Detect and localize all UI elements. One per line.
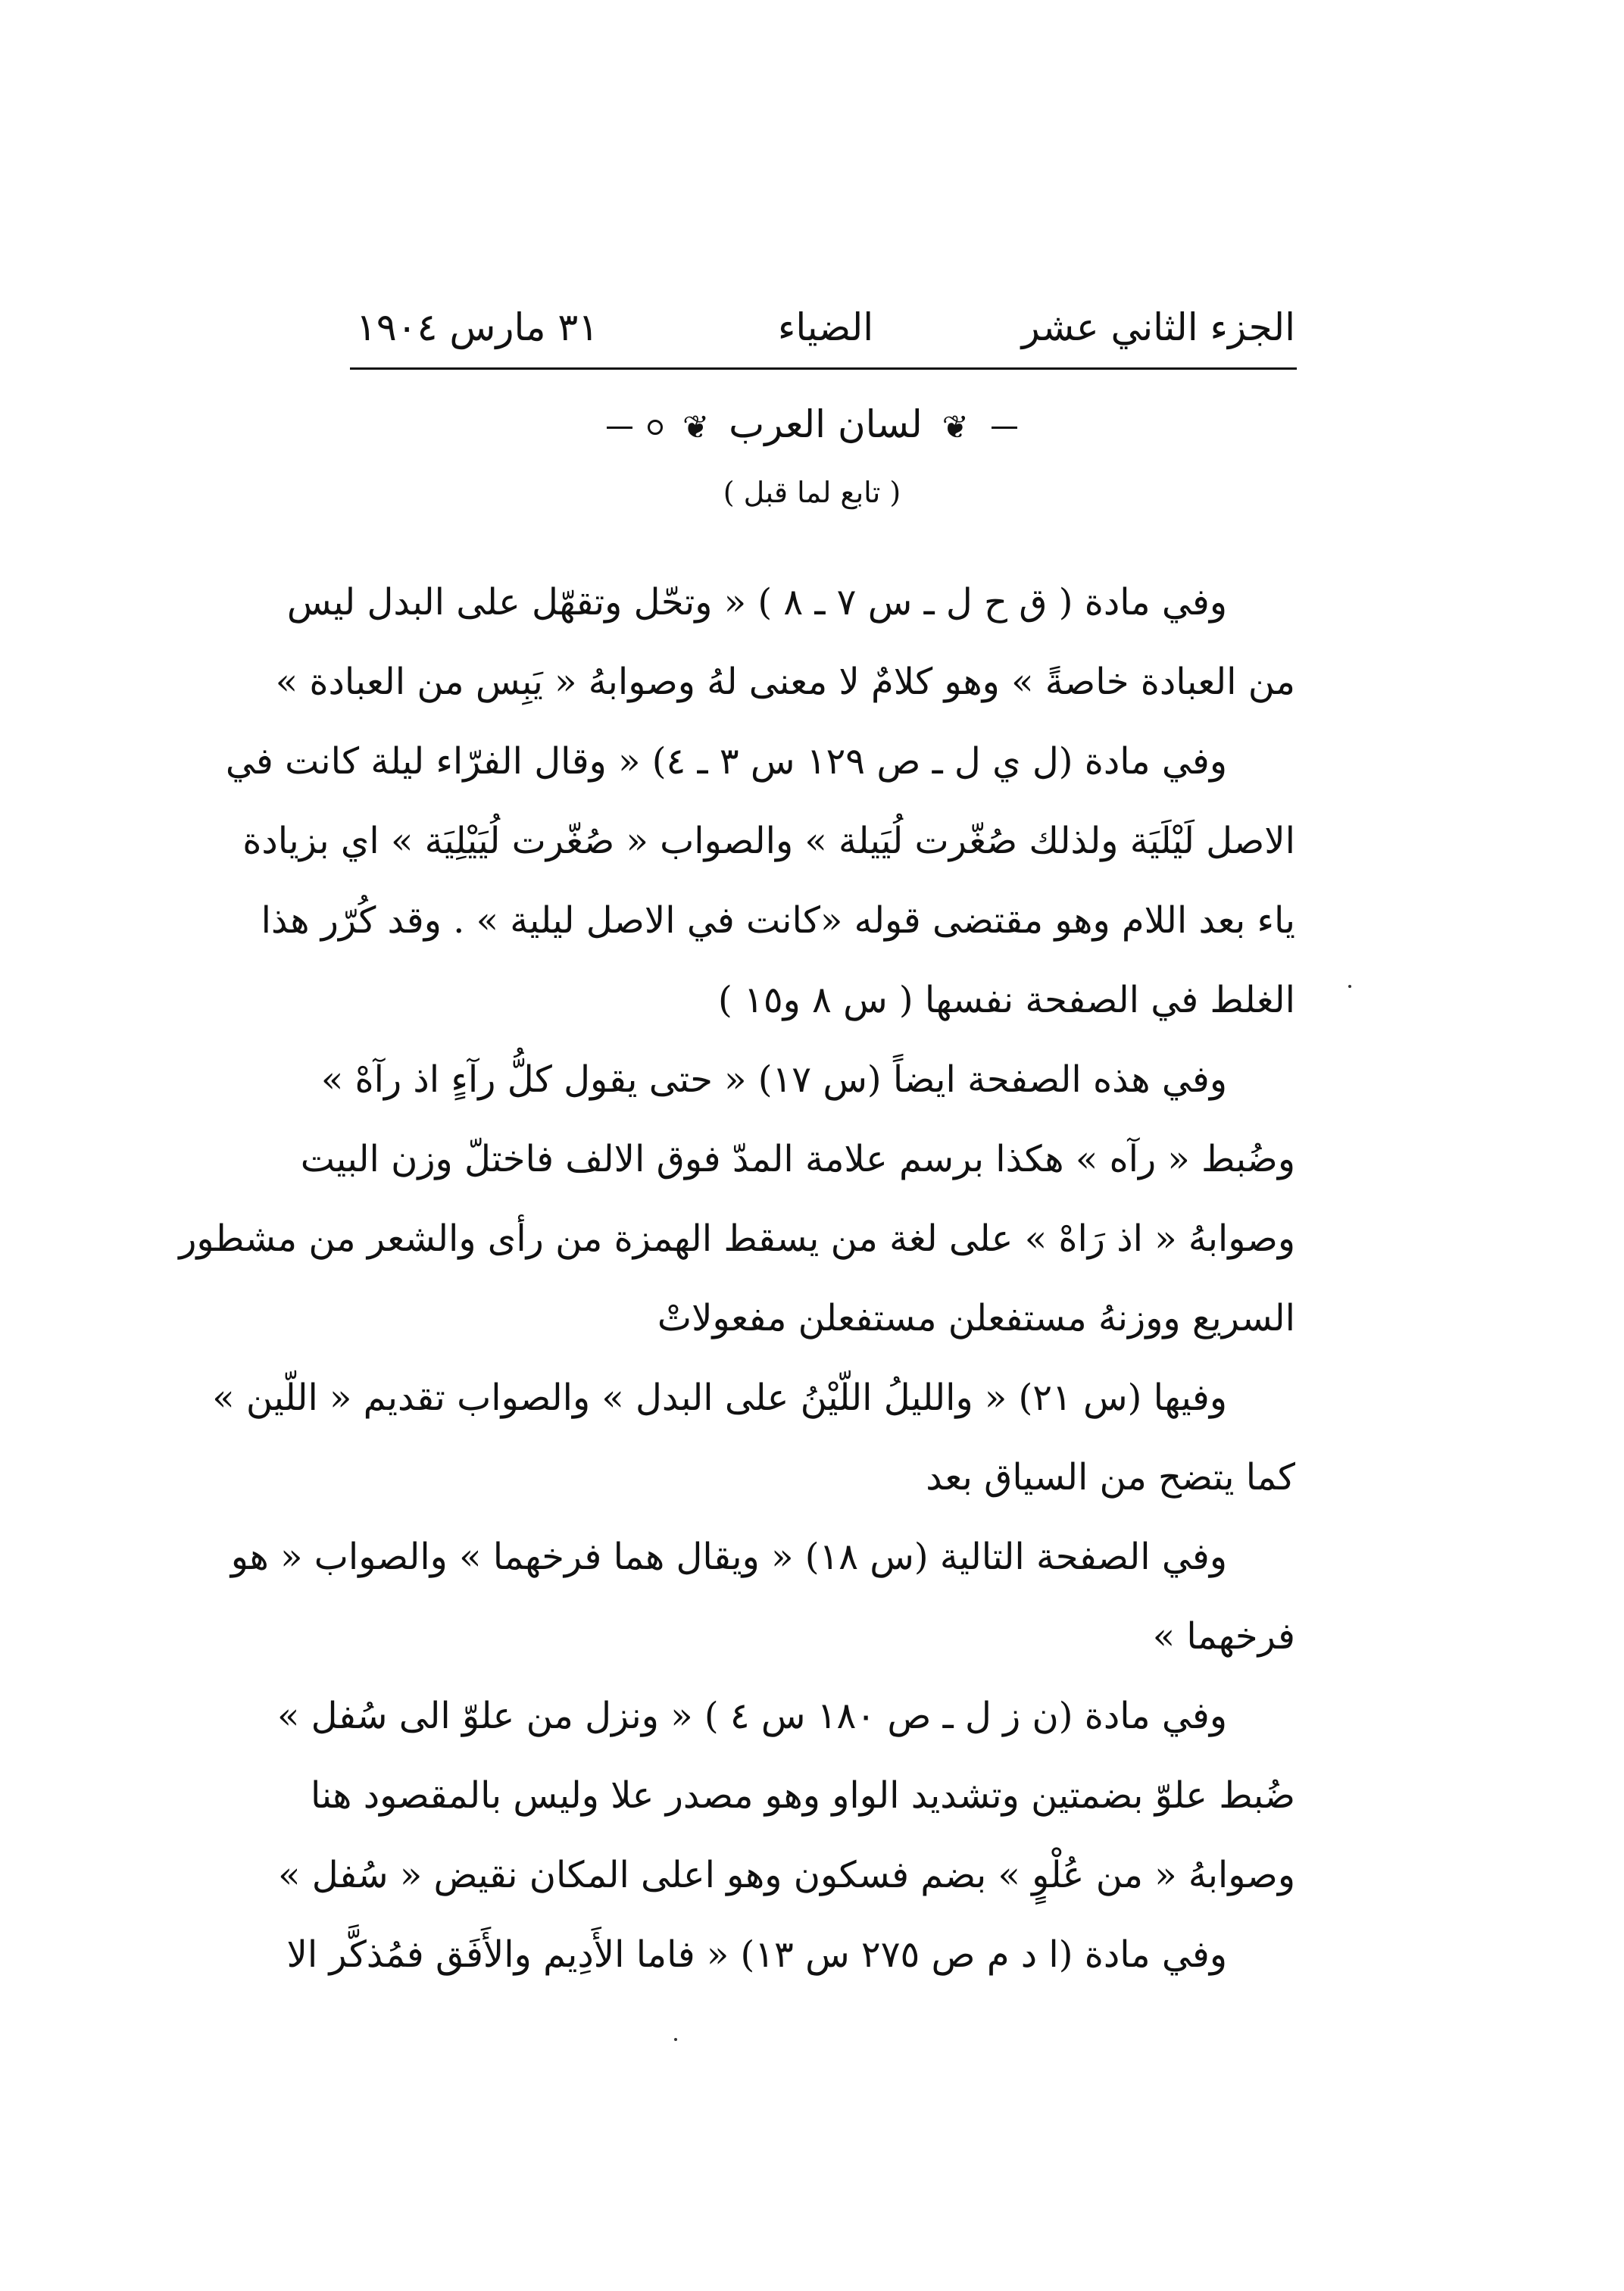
article-title: لسان العرب — [729, 402, 923, 446]
body-line: الغلط في الصفحة نفسها ( س ٨ و١٥ ) — [718, 979, 1295, 1021]
continued-note: ( تابع لما قبل ) — [723, 476, 901, 509]
fleuron-icon: ❦ — [942, 408, 969, 445]
issue-date: ٣١ مارس ١٩٠٤ — [356, 305, 599, 349]
body-line: ياء بعد اللام وهو مقتضى قوله «كانت في الاصل ليلية » . وقد كُرّر هذا — [261, 899, 1295, 942]
body-line: كما يتضح من السياق بعد — [926, 1456, 1295, 1499]
body-line: فرخهما » — [1152, 1615, 1295, 1658]
scan-speck — [1348, 985, 1351, 988]
body-line: وضُبط « رآه » هكذا برسم علامة المدّ فوق الالف فاختلّ وزن البيت — [300, 1138, 1295, 1180]
body-line: من العبادة خاصةً » وهو كلامٌ لا معنى لهُ وصوابهُ « يَبِس من العبادة » — [275, 661, 1295, 703]
dash-ornament-left — [607, 427, 632, 429]
body-line: وصوابهُ « اذ رَاهْ » على لغة من يسقط الهمزة من رأى والشعر من مشطور — [179, 1217, 1295, 1260]
body-line: وصوابهُ « من عُلْوٍ » بضم فسكون وهو اعلى المكان نقيض « سُفل » — [278, 1854, 1295, 1896]
ring-ornament-icon — [648, 420, 663, 435]
body-line: وفي مادة ( ق ح ل ـ س ٧ ـ ٨ ) « وتحّل وتقهّل على البدل ليس — [286, 581, 1227, 624]
body-line: السريع ووزنهُ مستفعلن مستفعلن مفعولاتْ — [657, 1297, 1295, 1339]
volume-label: الجزء الثاني عشر — [1021, 305, 1295, 349]
body-line: وفيها (س ٢١) « والليلُ اللّيْنُ على البدل » والصواب تقديم « اللّين » — [212, 1377, 1227, 1419]
body-line: وفي مادة (ن ز ل ـ ص ١٨٠ س ٤ ) « ونزل من علوّ الى سُفل » — [277, 1695, 1227, 1737]
article-title-block — [0, 394, 1624, 455]
header-rule — [350, 367, 1297, 370]
body-line: وفي مادة (ل ي ل ـ ص ١٢٩ س ٣ ـ ٤) « وقال الفرّاء ليلة كانت في — [225, 740, 1227, 783]
dash-ornament-right — [992, 427, 1017, 429]
body-line: الاصل لَيْلَيَة ولذلك صُغّرت لُيَيلة » والصواب « صُغّرت لُيَيْلِيَة » اي بزيادة — [242, 820, 1295, 862]
body-line: ضُبط علوّ بضمتين وتشديد الواو وهو مصدر علا وليس بالمقصود هنا — [311, 1774, 1295, 1817]
body-line: وفي هذه الصفحة ايضاً (س ١٧) « حتى يقول كلُّ رآءٍ اذ رآهْ » — [320, 1058, 1227, 1101]
scan-speck — [674, 2038, 677, 2041]
fleuron-icon: ❦ — [682, 408, 710, 445]
running-head — [356, 292, 1295, 364]
journal-name: الضياء — [777, 305, 874, 349]
body-line: وفي الصفحة التالية (س ١٨) « ويقال هما فرخهما » والصواب « هو — [230, 1536, 1227, 1578]
body-line: وفي مادة (ا د م ص ٢٧٥ س ١٣) « فاما الأَدِيم والأَفَق فمُذكَّر الا — [286, 1933, 1227, 1976]
